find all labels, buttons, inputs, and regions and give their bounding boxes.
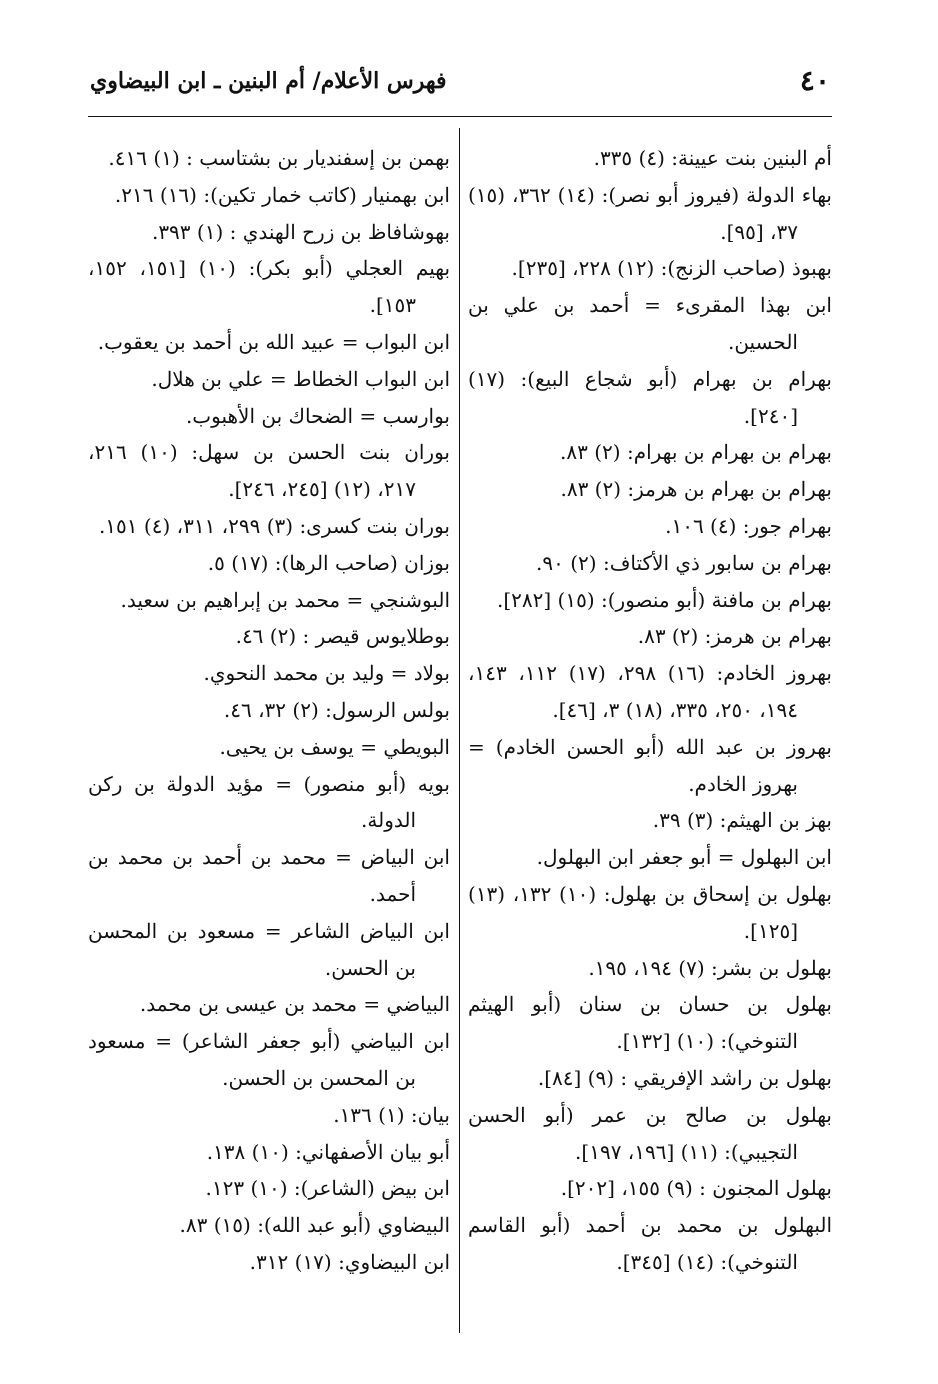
index-entry: ابن بيض (الشاعر): (١٠) ١٢٣. (205, 1176, 450, 1201)
index-entry: بهبوذ (صاحب الزنج): (١٢) ٢٢٨، [٢٣٥]. (511, 256, 832, 281)
index-entry: البياضي = محمد بن عيسى بن محمد. (139, 992, 450, 1017)
index-entry: أبو بيان الأصفهاني: (١٠) ١٣٨. (206, 1139, 450, 1164)
index-entry: بولس الرسول: (٢) ٣٢، ٤٦. (223, 697, 450, 722)
index-entry: بهرام بن هرمز: (٢) ٨٣. (637, 624, 832, 649)
index-entry: بهرام بن بهرام (أبو شجاع البيع): (١٧) [٢٤٠]. (468, 366, 832, 428)
index-entry: بهلول بن حسان بن سنان (أبو الهيثم التنوخي): (١٠) [١٣٢]. (468, 992, 832, 1054)
index-entry: أم البنين بنت عيينة: (٤) ٣٣٥. (593, 146, 832, 170)
index-entry: بويه (أبو منصور) = مؤيد الدولة بن ركن الدولة. (88, 771, 450, 833)
index-entry: بهز بن الهيثم: (٣) ٣٩. (652, 808, 832, 833)
index-entry: ابن البهلول = أبو جعفر ابن البهلول. (536, 845, 832, 870)
index-entry: بوارسب = الضحاك بن الأهبوب. (185, 403, 450, 428)
index-entry: البويطي = يوسف بن يحيى. (219, 734, 450, 759)
index-entry: البيضاوي (أبو عبد الله): (١٥) ٨٣. (179, 1213, 450, 1238)
index-entry: ابن البيضاوي: (١٧) ٣١٢. (249, 1249, 450, 1274)
column-divider (459, 128, 460, 1333)
index-entry: بهلول المجنون : (٩) ١٥٥، [٢٠٢]. (560, 1176, 832, 1201)
index-entry: بهلول بن صالح بن عمر (أبو الحسن التجيبي): (١١) [١٩٦، ١٩٧]. (468, 1102, 832, 1164)
index-entry: بهرام جور: (٤) ١٠٦. (665, 513, 832, 538)
page-number: ٤٠ (799, 64, 830, 97)
index-entry: ابن البياضي (أبو جعفر الشاعر) = مسعود بن المحسن بن الحسن. (88, 1029, 450, 1090)
index-entry: ابن البياض = محمد بن أحمد بن محمد بن أحمد. (88, 845, 450, 906)
index-entry: ابن البواب = عبيد الله بن أحمد بن يعقوب. (97, 329, 450, 354)
header-rule (88, 116, 832, 117)
index-entry: بهوشافاظ بن زرح الهندي : (١) ٣٩٣. (151, 219, 450, 244)
index-entry: بهروز بن عبد الله (أبو الحسن الخادم) = بهروز الخادم. (468, 734, 832, 796)
index-entry: بهرام بن بهرام بن بهرام: (٢) ٨٣. (560, 440, 832, 465)
index-entry: بولاد = وليد بن محمد النحوي. (203, 661, 450, 686)
index-entry: ابن بهمنيار (كاتب خمار تكين): (١٦) ٢١٦. (114, 182, 450, 207)
index-column-left (88, 140, 450, 1281)
index-entry: بهرام بن سابور ذي الأكتاف: (٢) ٩٠. (536, 550, 832, 575)
index-entry: بوران بنت كسرى: (٣) ٢٩٩، ٣١١، (٤) ١٥١. (98, 513, 450, 538)
page-header (90, 62, 830, 112)
index-entry: ابن البياض الشاعر = مسعود بن المحسن بن الحسن. (88, 918, 450, 980)
index-entry: ابن بهذا المقرىء = أحمد بن علي بن الحسين. (468, 293, 832, 354)
index-entry: بهيم العجلي (أبو بكر): (١٠) [١٥١، ١٥٢، ١٥٣]. (88, 256, 451, 318)
index-entry: بهمن بن إسفنديار بن بشتاسب : (١) ٤١٦. (108, 146, 450, 170)
index-entry: بهلول بن إسحاق بن بهلول: (١٠) ١٣٢، (١٣) [١٢٥]. (468, 881, 832, 943)
index-entry: بيان: (١) ١٣٦. (333, 1102, 450, 1127)
index-entry: البهلول بن محمد بن أحمد (أبو القاسم التنوخي): (١٤) [٣٤٥]. (468, 1213, 832, 1274)
index-entry: بهرام بن بهرام بن هرمز: (٢) ٨٣. (560, 477, 832, 502)
index-entry: بوطلايوس قيصر : (٢) ٤٦. (235, 624, 450, 649)
index-entry: بوزان (صاحب الرها): (١٧) ٥. (207, 550, 450, 575)
index-entry: بهلول بن بشر: (٧) ١٩٤، ١٩٥. (588, 955, 832, 980)
scan-mark (870, 1355, 874, 1356)
running-title: فهرس الأعلام/ أم البنين ـ ابن البيضاوي (90, 68, 447, 94)
index-entry: بهروز الخادم: (١٦) ٢٩٨، (١٧) ١١٢، ١٤٣، ١٩٤، ٢٥٠، ٣٣٥، (١٨) ٣، [٤٦]. (468, 661, 832, 722)
index-entry: ابن البواب الخطاط = علي بن هلال. (151, 366, 450, 391)
index-column-right (468, 140, 832, 1281)
index-entry: بهلول بن راشد الإفريقي : (٩) [٨٤]. (537, 1065, 832, 1090)
index-entry: بهاء الدولة (فيروز أبو نصر): (١٤) ٣٦٢، (١٥) ٣٧، [٩٥]. (468, 182, 832, 244)
index-entry: بوران بنت الحسن بن سهل: (١٠) ٢١٦، ٢١٧، (١٢) [٢٤٥، ٢٤٦]. (88, 440, 450, 502)
index-entry: البوشنجي = محمد بن إبراهيم بن سعيد. (120, 587, 450, 612)
index-entry: بهرام بن مافنة (أبو منصور): (١٥) [٢٨٢]. (496, 587, 832, 612)
